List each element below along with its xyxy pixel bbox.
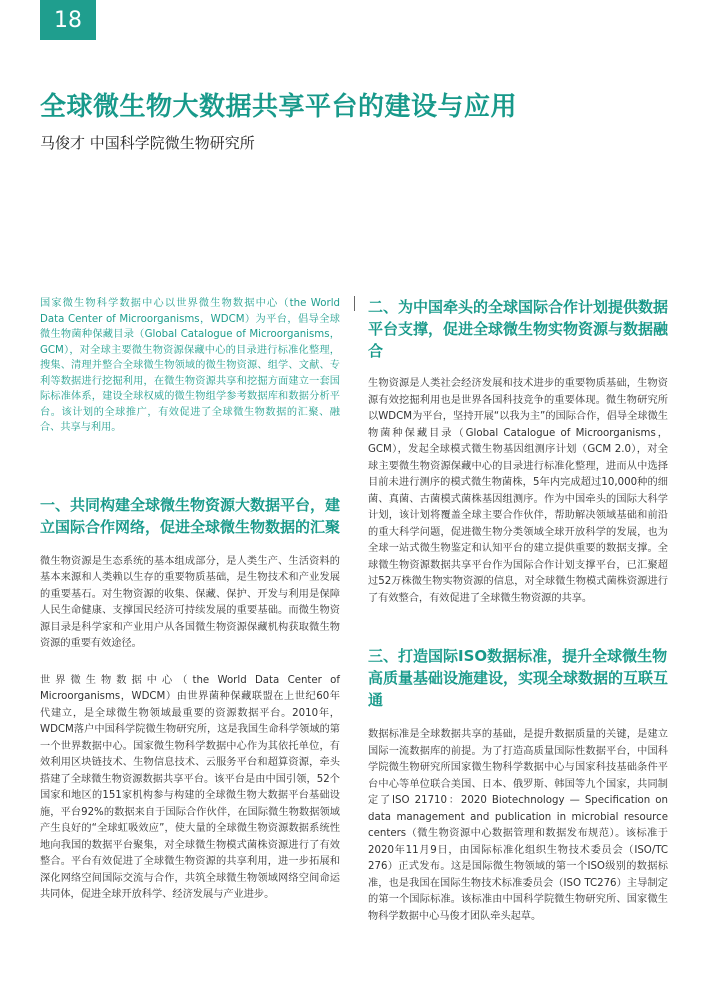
page-number: 18: [40, 0, 96, 40]
column-divider: [354, 296, 355, 311]
section-3-heading: 三、打造国际ISO数据标准，提升全球微生物高质量基础设施建设，实现全球数据的互联互通: [368, 647, 669, 709]
article-title: 全球微生物大数据共享平台的建设与应用: [40, 92, 518, 122]
section-1-paragraph-1: 微生物资源是生态系统的基本组成部分，是人类生产、生活资料的基本来源和人类赖以生存的重要物质基础，是生物技术和产业发展的重要基石。对生物资源的收集、保藏、保护、开发与利用是保障人民生命健康、支撑国民经济可持续发展的重要基础。而微生物资源目录是科学家和产业用户从各国微生物资源保藏机构获取微生物资源的重要有效途径。: [40, 555, 340, 649]
section-1-paragraph-2: 世界微生物数据中心（the World Data Center of Microorganisms，WDCM）由世界菌种保藏联盟在上世纪60年代建立，是全球微生物领域最重要的资源数据平台。2010年，WDCM落户中国科学院微生物研究所，这是我国生命科学领域的第一个世界数据中心。国家微生物科学数据中心作为其依托单位，有效利用区块链技术、生物信息技术、云服务平台和超算资源，牵头搭建了全球微生物资源数据共享平台。该平台是由中国引领，52个国家和地区的151家机构参与构建的全球微生物大数据平台基础设施，平台92%的数据来自于国际合作伙伴，在国际微生物数据领域产生良好的“全球虹吸效应”，使大量的全球微生物资源数据系统性地向我国的数据平台聚集，对全球微生物模式菌株资源进行了有效整合。平台有效促进了全球微生物资源的共享利用，进一步拓展和深化网络空间国际交流与合作，共筑全球微生物领域网络空间命运共同体，促进全球开放科学、经济发展与产业进步。: [40, 674, 340, 900]
article-author: 马俊才 中国科学院微生物研究所: [40, 134, 255, 152]
section-2-paragraph-1: 生物资源是人类社会经济发展和技术进步的重要物质基础，生物资源有效挖掘利用也是世界各国科技竞争的重要体现。微生物研究所以WDCM为平台，坚持开展“以我为主”的国际合作，倡导全球微生物菌种保藏目录（Global Catalogue of Microorganisms，GCM），发起全球模式微生物基因组测序计划（GCM 2.0），对全球主要微生物资源保藏中心的目录进行标准化整理，进而从中选择目前未进行测序的模式微生物菌株，5年内完成超过10,000种的细菌、真菌、古菌模式菌株基因组测序。作为中国牵头的国际大科学计划，该计划将覆盖全球主要合作伙伴，帮助解决领域基础和前沿的重大科学问题，促进微生物分类领域全球开放科学的发展，也为全球一站式微生物鉴定和认知平台的建立提供重要的数据支撑。全球微生物资源数据共享平台作为国际合作计划支撑平台，已汇聚超过52万株微生物实物资源的信息，对全球微生物模式菌株资源进行了有效整合，有效促进了全球微生物资源的共享。: [368, 378, 668, 604]
left-column: [40, 296, 340, 904]
right-column: [368, 296, 668, 925]
section-1-heading: 一、共同构建全球微生物资源大数据平台，建立国际合作网络，促进全球微生物数据的汇聚: [40, 495, 341, 536]
section-2-heading: 二、为中国牵头的全球国际合作计划提供数据平台支撑，促进全球微生物实物资源与数据融合: [368, 298, 669, 360]
section-3-paragraph-1: 数据标准是全球数据共享的基础，是提升数据质量的关键，是建立国际一流数据库的前提。为了打造高质量国际性数据平台，中国科学院微生物研究所国家微生物科学数据中心与国家科技基础条件平台中心等单位联合美国、日本、俄罗斯、韩国等九个国家，共同制定了ISO 21710：2020 Biotechnology — Specification on data management and publication in microbial resource centers（微生物资源中心数据管理和数据发布规范）。该标准于2020年11月9日，由国际标准化组织生物技术委员会（ISO/TC 276）正式发布。这是国际微生物领域的第一个ISO级别的数据标准，也是我国在国际生物技术标准委员会（ISO TC276）主导制定的第一个国际标准。该标准由中国科学院微生物研究所、国家微生物科学数据中心马俊才团队牵头起草。: [368, 729, 668, 922]
intro-paragraph: 国家微生物科学数据中心以世界微生物数据中心（the World Data Center of Microorganisms，WDCM）为平台，倡导全球微生物菌种保藏目录（Global Catalogue of Microorganisms，GCM），对全球主要微生物资源保藏中心的目录进行标准化整理，搜集、清理并整合全球微生物领域的微生物资源、组学、文献、专利等数据进行挖掘利用，在微生物资源共享和挖掘方面建立一套国际标准体系，建设全球权威的微生物组学参考数据库和数据分析平台。该计划的全球推广，有效促进了全球微生物数据的汇聚、融合、共享与利用。: [40, 298, 340, 433]
